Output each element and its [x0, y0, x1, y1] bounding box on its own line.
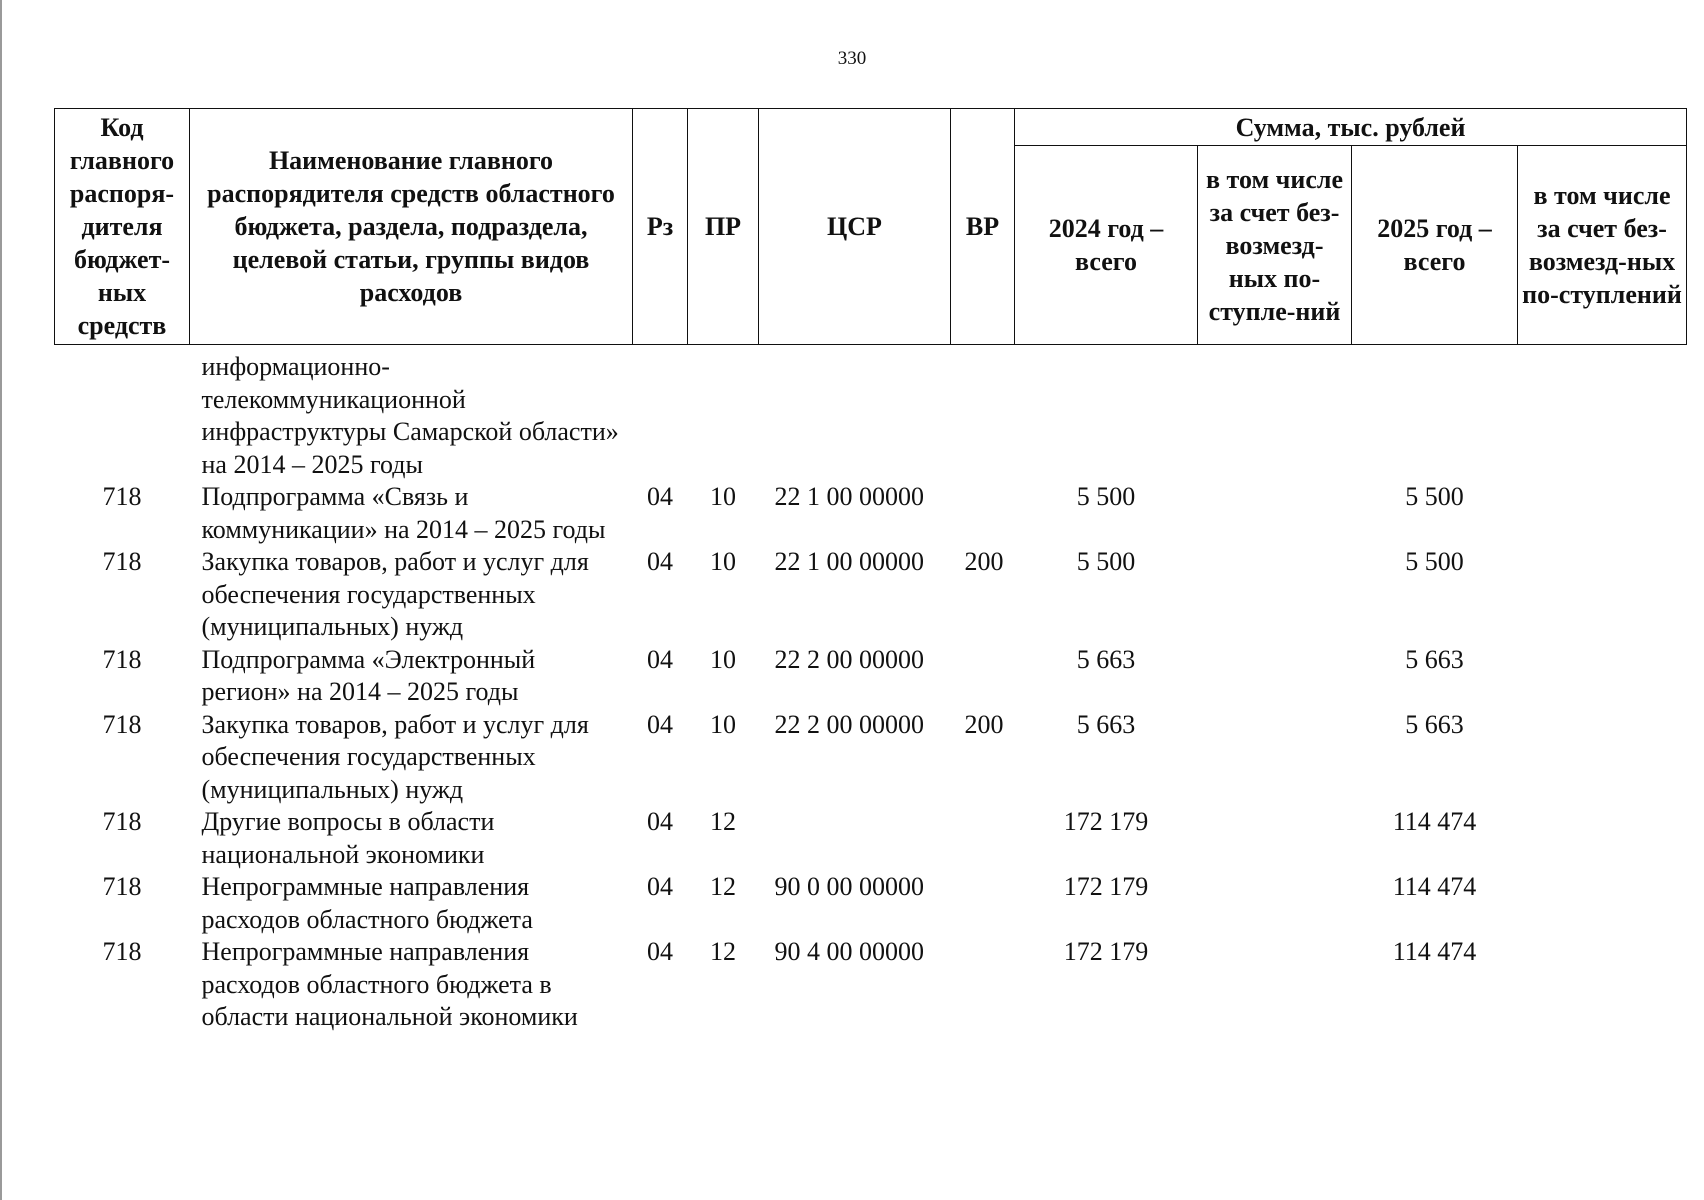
cell-code: 718	[102, 937, 142, 966]
cell-2025-total: 114 474	[1392, 872, 1477, 901]
cell-rz	[633, 345, 688, 482]
cell-2025-grant	[1518, 644, 1687, 709]
cell-pr: 12	[710, 807, 736, 836]
cell-2025-grant	[1518, 481, 1687, 546]
cell-rz: 04	[647, 482, 673, 511]
cell-pr: 10	[710, 709, 736, 739]
cell-code	[55, 345, 190, 482]
cell-code: 718	[102, 482, 142, 511]
cell-vr	[951, 481, 1015, 546]
cell-csr	[759, 806, 951, 871]
cell-2025-grant	[1518, 546, 1687, 644]
cell-name: Другие вопросы в области национальной экономики	[201, 807, 495, 869]
header-2025-total: 2025 год – всего	[1352, 146, 1518, 345]
cell-rz: 04	[647, 709, 673, 739]
cell-2025-grant	[1518, 936, 1687, 1034]
table-row	[55, 806, 1687, 871]
header-code: Код главного распоря-дителя бюджет-ных средств	[55, 109, 190, 345]
cell-csr: 22 1 00 00000	[774, 547, 924, 576]
cell-2024-grant	[1198, 871, 1352, 936]
header-2024-grant: в том числе за счет без-возмезд-ных по-ступле-ний	[1198, 146, 1352, 345]
table-row	[55, 644, 1687, 709]
cell-2025-grant	[1518, 871, 1687, 936]
cell-vr	[951, 871, 1015, 936]
cell-2025-total: 114 474	[1392, 807, 1477, 836]
cell-pr: 12	[710, 872, 736, 901]
cell-2025-grant	[1518, 345, 1687, 482]
page-number: 330	[837, 48, 867, 69]
cell-2025-grant	[1518, 709, 1687, 807]
cell-2024-total: 172 179	[1063, 937, 1149, 966]
cell-vr	[951, 345, 1015, 482]
cell-code: 718	[102, 709, 142, 739]
cell-csr	[759, 345, 951, 482]
cell-vr: 200	[964, 547, 1004, 576]
cell-csr: 22 1 00 00000	[774, 482, 924, 511]
cell-name: Непрограммные направления расходов областного бюджета в области национальной экономики	[201, 937, 578, 1031]
cell-name: Непрограммные направления расходов областного бюджета	[201, 872, 533, 934]
cell-2024-grant	[1198, 806, 1352, 871]
table-header	[55, 109, 1687, 345]
cell-name: Закупка товаров, работ и услуг для обеспечения государственных (муниципальных) нужд	[201, 547, 589, 641]
table-row	[55, 709, 1687, 807]
page-left-edge	[0, 0, 2, 1200]
cell-2024-total: 5 663	[1076, 644, 1136, 674]
cell-2025-total: 5 500	[1405, 547, 1464, 576]
cell-2024-grant	[1198, 345, 1352, 482]
header-2024-total: 2024 год – всего	[1015, 146, 1198, 345]
cell-rz: 04	[647, 644, 673, 674]
cell-vr	[951, 936, 1015, 1034]
cell-2024-total: 172 179	[1063, 872, 1149, 901]
cell-csr: 22 2 00 00000	[774, 709, 924, 739]
cell-rz: 04	[647, 547, 673, 576]
cell-pr: 10	[710, 644, 736, 674]
cell-2024-total: 172 179	[1063, 807, 1149, 836]
cell-name: Подпрограмма «Электронный регион» на 2014 – 2025 годы	[201, 644, 536, 706]
cell-csr: 22 2 00 00000	[774, 644, 924, 674]
cell-2024-grant	[1198, 644, 1352, 709]
cell-vr	[951, 806, 1015, 871]
cell-2025-total: 114 474	[1392, 937, 1477, 966]
cell-vr: 200	[964, 709, 1004, 739]
cell-pr: 10	[710, 547, 736, 576]
cell-2025-total	[1352, 345, 1518, 482]
cell-code: 718	[102, 644, 142, 674]
cell-csr: 90 0 00 00000	[774, 872, 924, 901]
header-rz: Рз	[633, 109, 688, 345]
cell-2025-total: 5 663	[1405, 644, 1464, 674]
header-vr: ВР	[951, 109, 1015, 345]
cell-2024-total: 5 663	[1076, 709, 1136, 739]
cell-2024-total: 5 500	[1076, 482, 1136, 511]
header-csr: ЦСР	[759, 109, 951, 345]
cell-2024-grant	[1198, 481, 1352, 546]
budget-table	[54, 108, 1687, 1034]
header-2025-grant: в том числе за счет без-возмезд-ных по-ступлений	[1518, 146, 1687, 345]
cell-2025-total: 5 663	[1405, 709, 1464, 739]
cell-2024-grant	[1198, 709, 1352, 807]
cell-2025-total: 5 500	[1405, 482, 1464, 511]
cell-vr	[951, 644, 1015, 709]
cell-rz: 04	[647, 937, 673, 966]
cell-pr: 12	[710, 937, 736, 966]
table-row	[55, 936, 1687, 1034]
cell-2024-grant	[1198, 546, 1352, 644]
cell-code: 718	[102, 807, 142, 836]
cell-pr	[688, 345, 759, 482]
cell-code: 718	[102, 547, 142, 576]
cell-rz: 04	[647, 807, 673, 836]
cell-pr: 10	[710, 482, 736, 511]
header-name: Наименование главного распорядителя средств областного бюджета, раздела, подраздела, целевой статьи, группы видов расходов	[190, 109, 633, 345]
cell-2025-grant	[1518, 806, 1687, 871]
table-row	[55, 481, 1687, 546]
cell-2024-grant	[1198, 936, 1352, 1034]
table-row	[55, 345, 1687, 482]
cell-code: 718	[102, 872, 142, 901]
cell-rz: 04	[647, 872, 673, 901]
table-row	[55, 871, 1687, 936]
cell-2024-total	[1015, 345, 1198, 482]
table-row	[55, 546, 1687, 644]
header-pr: ПР	[688, 109, 759, 345]
table-body	[55, 345, 1687, 1034]
header-sum: Сумма, тыс. рублей	[1015, 109, 1687, 146]
cell-name: информационно-телекоммуникационной инфраструктуры Самарской области» на 2014 – 2025 годы	[201, 352, 619, 479]
cell-name: Закупка товаров, работ и услуг для обеспечения государственных (муниципальных) нужд	[201, 709, 589, 804]
cell-name: Подпрограмма «Связь и коммуникации» на 2014 – 2025 годы	[201, 482, 606, 544]
cell-csr: 90 4 00 00000	[774, 937, 924, 966]
cell-2024-total: 5 500	[1076, 547, 1136, 576]
